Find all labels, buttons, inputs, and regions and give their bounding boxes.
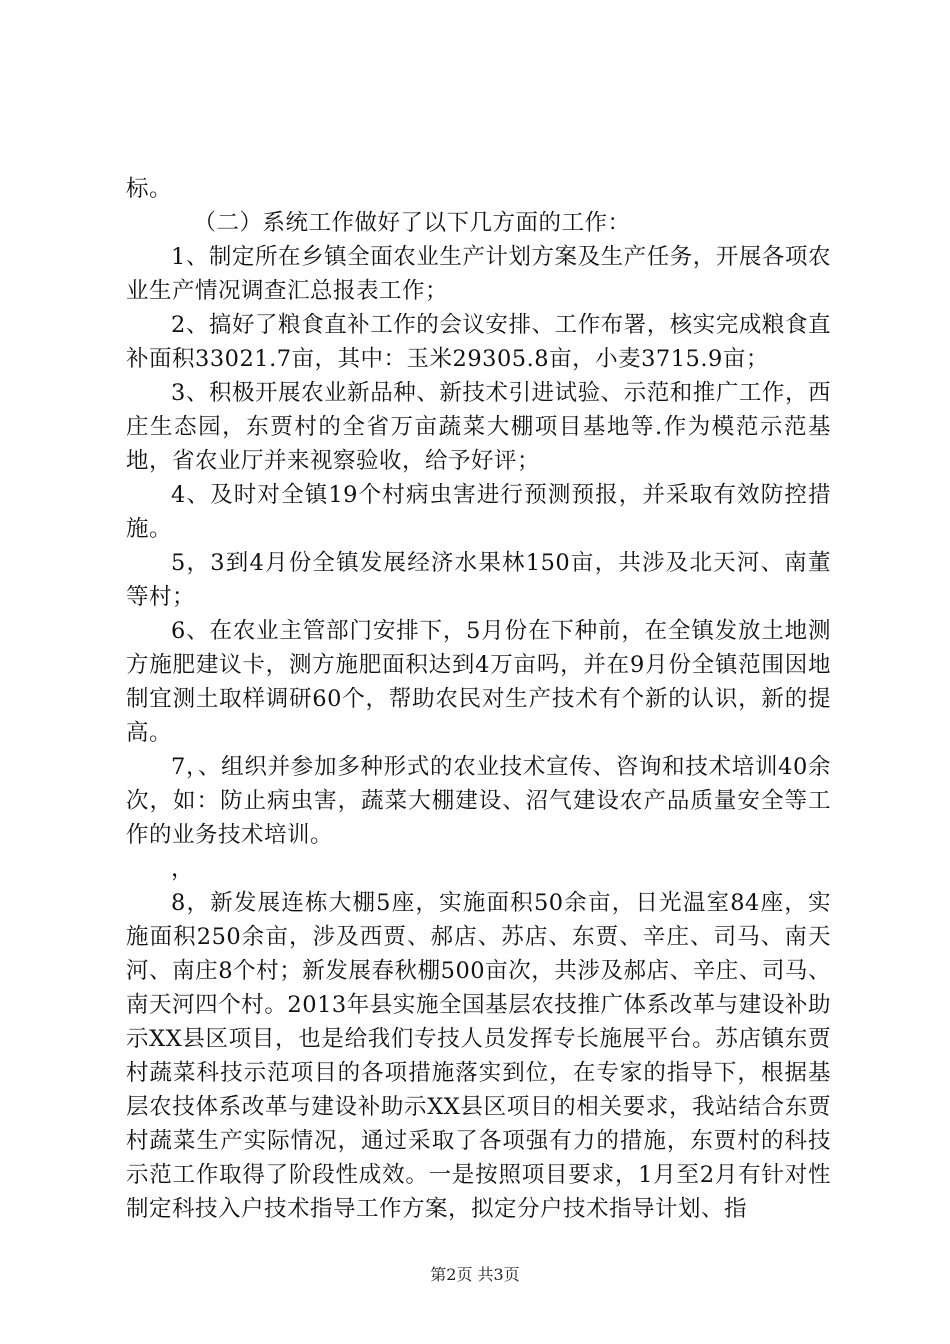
- page-number-footer: 第2页 共3页: [430, 1265, 520, 1284]
- paragraph-item-6: 6、在农业主管部门安排下，5月份在下种前，在全镇发放土地测方施肥建议卡，测方施肥面积达到4万亩吗，并在9月份全镇范围因地制宜测土取样调研60个，帮助农民对生产技术有个新的认识，新的提高。: [126, 618, 831, 746]
- paragraph-item-4: 4、及时对全镇19个村病虫害进行预测预报，并采取有效防控措施。: [126, 482, 831, 542]
- paragraph-item-8: 8，新发展连栋大棚5座，实施面积50余亩，日光温室84座，实施面积250余亩，涉及西贾、郝店、苏店、东贾、辛庄、司马、南天河、南庄8个村；新发展春秋棚500亩次，共涉及郝店、辛庄、司马、南天河四个村。2013年县实施全国基层农技推广体系改革与建设补助示XX县区项目，也是给我们专技人员发挥专长施展平台。苏店镇东贾村蔬菜科技示范项目的各项措施落实到位，在专家的指导下，根据基层农技体系改革与建设补助示XX县区项目的相关要求，我站结合东贾村蔬菜生产实际情况，通过采取了各项强有力的措施，东贾村的科技示范工作取得了阶段性成效。一是按照项目要求，1月至2月有针对性制定科技入户技术指导工作方案，拟定分户技术指导计划、指: [126, 890, 831, 1222]
- paragraph-item-2: 2、搞好了粮食直补工作的会议安排、工作布署，核实完成粮食直补面积33021.7亩，其中：玉米29305.8亩，小麦3715.9亩；: [126, 312, 831, 372]
- stray-comma: ，: [171, 856, 195, 882]
- paragraph-item-3: 3、积极开展农业新品种、新技术引进试验、示范和推广工作，西庄生态园，东贾村的全省万亩蔬菜大棚项目基地等.作为模范示范基地，省农业厅并来视察验收，给予好评；: [126, 380, 831, 474]
- paragraph-item-5: 5，3到4月份全镇发展经济水果林150亩，共涉及北天河、南董等村；: [126, 550, 831, 610]
- document-body: [126, 172, 831, 1226]
- paragraph-item-7: 7，、组织并参加多种形式的农业技术宣传、咨询和技术培训40余次，如：防止病虫害，蔬菜大棚建设、沼气建设农产品质量安全等工作的业务技术培训。: [126, 754, 831, 848]
- section-heading: （二）系统工作做好了以下几方面的工作：: [193, 210, 631, 236]
- paragraph-continuation: 标。: [126, 176, 173, 202]
- paragraph-item-1: 1、制定所在乡镇全面农业生产计划方案及生产任务，开展各项农业生产情况调查汇总报表工作；: [126, 244, 831, 304]
